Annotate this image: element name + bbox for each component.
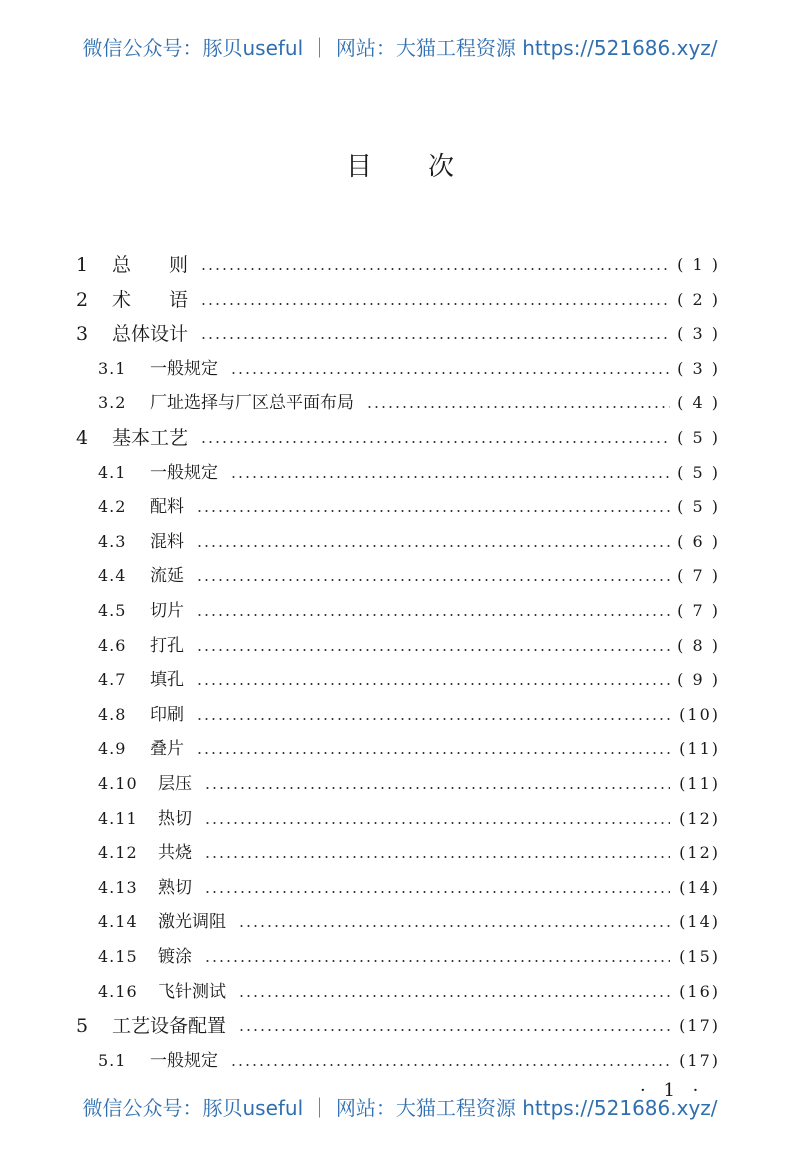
toc-entry-page: ( 3 )	[677, 358, 720, 378]
toc-entry[interactable]	[98, 490, 720, 524]
toc-entry-page: ( 9 )	[677, 670, 720, 690]
toc-entry[interactable]	[98, 594, 720, 628]
toc-entry-number: 3.2	[98, 393, 127, 413]
toc-entry-label: 共烧	[158, 843, 192, 864]
toc-entry-label: 镀涂	[158, 947, 192, 967]
toc-leader-dots	[366, 406, 670, 408]
toc-entry[interactable]	[76, 248, 720, 282]
toc-entry[interactable]	[98, 456, 720, 490]
toc-entry[interactable]	[98, 698, 720, 732]
toc-entry[interactable]	[98, 905, 720, 939]
toc-entry-number: 4.10	[98, 774, 138, 793]
toc-entry-page: ( 4 )	[677, 393, 720, 413]
toc-leader-dots	[204, 960, 670, 962]
watermark-bottom: 微信公众号：豚贝useful ｜ 网站：大猫工程资源 https://521686.xyz/	[82, 1096, 718, 1120]
toc-leader-dots	[196, 579, 670, 581]
toc-entry-page: (12)	[679, 808, 720, 828]
toc-entry-number: 4.15	[98, 947, 138, 966]
toc-entry-label: 打孔	[150, 635, 184, 656]
toc-entry[interactable]	[98, 386, 720, 420]
toc-entry-page: (15)	[679, 947, 720, 966]
toc-entry-number: 3	[76, 323, 89, 346]
toc-entry[interactable]	[98, 629, 720, 663]
toc-entry-page: ( 5 )	[677, 497, 720, 517]
toc-entry-number: 4.7	[98, 670, 127, 690]
toc-entry-page: ( 6 )	[677, 531, 720, 551]
page-number: · 1 ·	[640, 1080, 705, 1101]
toc-leader-dots	[200, 337, 670, 339]
toc-entry-page: (17)	[679, 1016, 720, 1036]
toc-entry[interactable]	[98, 836, 720, 870]
toc-entry-number: 2	[76, 288, 89, 311]
toc-entry-label: 工艺设备配置	[112, 1015, 227, 1038]
toc-leader-dots	[200, 441, 670, 443]
toc-entry[interactable]	[76, 283, 720, 317]
toc-entry-number: 4.9	[98, 739, 127, 759]
toc-entry[interactable]	[76, 317, 720, 351]
toc-leader-dots	[238, 925, 670, 927]
toc-entry-label: 总 则	[112, 254, 189, 276]
toc-leader-dots	[238, 1029, 670, 1031]
toc-entry-page: ( 5 )	[677, 428, 720, 447]
toc-entry[interactable]	[98, 975, 720, 1009]
toc-entry[interactable]	[98, 802, 720, 836]
toc-leader-dots	[196, 683, 670, 685]
toc-entry-label: 一般规定	[150, 358, 218, 379]
toc-leader-dots	[230, 372, 670, 374]
toc-entry[interactable]	[98, 352, 720, 386]
toc-leader-dots	[238, 995, 670, 997]
toc-entry-number: 4.3	[98, 531, 127, 551]
toc-entry-number: 3.1	[98, 358, 127, 378]
toc-entry-number: 4.4	[98, 566, 127, 586]
toc-entry-page: ( 1 )	[677, 255, 720, 274]
toc-entry-page: (12)	[679, 843, 720, 863]
toc-entry-label: 基本工艺	[112, 427, 189, 449]
toc-entry[interactable]	[76, 421, 720, 455]
toc-entry-number: 4	[76, 427, 89, 449]
watermark-top: 微信公众号：豚贝useful ｜ 网站：大猫工程资源 https://521686.xyz/	[82, 36, 718, 60]
toc-leader-dots	[196, 752, 670, 754]
toc-entry-number: 4.13	[98, 877, 138, 897]
toc-leader-dots	[204, 822, 670, 824]
toc-entry-number: 5	[76, 1015, 89, 1038]
toc-entry-label: 厂址选择与厂区总平面布局	[150, 393, 354, 414]
toc-entry[interactable]	[98, 940, 720, 974]
toc-entry-label: 飞针测试	[158, 981, 226, 1002]
toc-leader-dots	[230, 476, 670, 478]
toc-entry-page: ( 2 )	[677, 289, 720, 309]
toc-entry-page: (10)	[679, 704, 720, 724]
toc-entry-label: 层压	[158, 774, 192, 794]
toc-entry-number: 4.14	[98, 912, 138, 932]
toc-leader-dots	[200, 303, 670, 305]
toc-entry-label: 叠片	[150, 739, 184, 760]
toc-leader-dots	[200, 268, 670, 270]
toc-entry[interactable]	[98, 732, 720, 766]
toc-leader-dots	[204, 891, 670, 893]
toc-entry[interactable]	[98, 871, 720, 905]
page-title: 目次	[345, 152, 510, 182]
toc-entry-label: 印刷	[150, 704, 184, 725]
toc-entry-page: (17)	[679, 1050, 720, 1070]
toc-entry-page: ( 3 )	[677, 324, 720, 344]
toc-leader-dots	[204, 856, 670, 858]
toc-entry-number: 4.8	[98, 704, 127, 724]
toc-entry-page: (11)	[679, 739, 720, 759]
toc-entry-number: 4.5	[98, 601, 127, 620]
toc-entry-label: 填孔	[150, 670, 184, 691]
toc-entry-page: ( 7 )	[677, 566, 720, 586]
toc-entry[interactable]	[98, 559, 720, 593]
toc-leader-dots	[196, 614, 670, 616]
toc-entry-number: 4.1	[98, 462, 127, 482]
toc-entry-number: 4.6	[98, 635, 127, 655]
toc-leader-dots	[196, 718, 670, 720]
toc-leader-dots	[230, 1064, 670, 1066]
toc-entry-page: (14)	[679, 912, 720, 932]
toc-entry-page: ( 5 )	[677, 462, 720, 482]
toc-entry-number: 5.1	[98, 1050, 127, 1070]
toc-entry-number: 4.11	[98, 808, 138, 828]
toc-entry-number: 4.12	[98, 843, 138, 863]
toc-entry-label: 总体设计	[112, 323, 189, 346]
toc-entry-page: (16)	[679, 981, 720, 1001]
toc-entry-label: 一般规定	[150, 462, 218, 483]
toc-leader-dots	[196, 545, 670, 547]
toc-entry-page: ( 7 )	[677, 601, 720, 620]
toc-entry-page: (14)	[679, 877, 720, 897]
toc-entry[interactable]	[98, 525, 720, 559]
toc-entry-label: 术 语	[112, 288, 189, 311]
toc-leader-dots	[196, 510, 670, 512]
toc-entry-label: 激光调阻	[158, 912, 226, 933]
toc-entry-label: 流延	[150, 566, 184, 587]
toc-entry-number: 4.16	[98, 981, 138, 1001]
toc-leader-dots	[196, 649, 670, 651]
toc-entry-label: 切片	[150, 601, 184, 621]
toc-entry[interactable]	[98, 663, 720, 697]
toc-entry[interactable]	[98, 1044, 720, 1078]
toc-entry-label: 混料	[150, 531, 184, 552]
toc-entry-number: 4.2	[98, 497, 127, 517]
toc-entry-label: 一般规定	[150, 1050, 218, 1071]
toc-entry-number: 1	[76, 254, 89, 276]
toc-entry[interactable]	[98, 767, 720, 801]
toc-entry-label: 熟切	[158, 877, 192, 898]
toc-entry-page: (11)	[679, 774, 720, 793]
toc-entry-label: 配料	[150, 497, 184, 518]
toc-entry-label: 热切	[158, 808, 192, 829]
toc-entry[interactable]	[76, 1009, 720, 1043]
toc-entry-page: ( 8 )	[677, 635, 720, 655]
toc-leader-dots	[204, 787, 670, 789]
